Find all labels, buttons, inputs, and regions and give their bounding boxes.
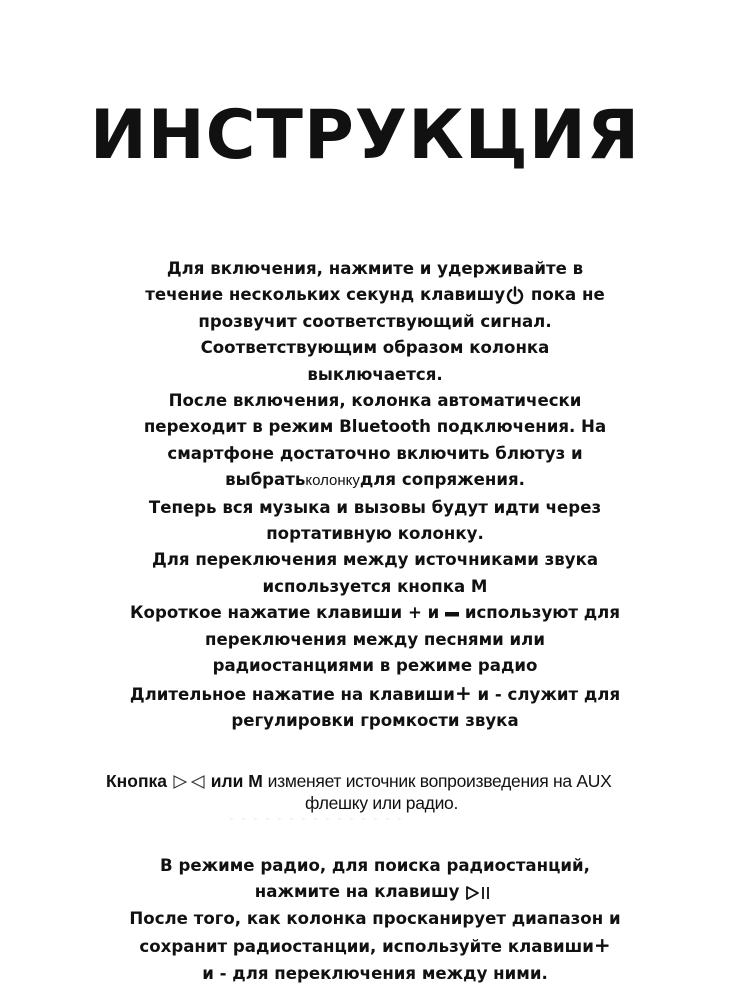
text-line: Теперь вся музыка и вызовы будут идти через xyxy=(148,497,602,517)
text-fragment: пока не xyxy=(525,285,605,305)
aux-line-1 xyxy=(106,770,611,792)
page-title: ИНСТРУКЦИЯ xyxy=(89,96,641,175)
text-line: и - для переключения между ними. xyxy=(202,963,548,983)
text-line: используется кнопка М xyxy=(262,576,488,596)
text-fragment: выбрать xyxy=(225,470,306,490)
plus-glyph: + xyxy=(593,933,611,958)
instructions-block-power-bluetooth xyxy=(0,256,750,734)
text-line: Соответствующим образом колонка xyxy=(200,338,550,358)
power-icon xyxy=(505,286,525,306)
text-fragment: и - служит для xyxy=(471,684,621,704)
text-line: переходит в режим Bluetooth подключения. На xyxy=(143,417,607,437)
text-line xyxy=(0,879,750,905)
text-line: В режиме радио, для поиска радиостанций, xyxy=(160,856,590,875)
aux-line-2 xyxy=(305,792,458,814)
text-line xyxy=(0,467,750,494)
text-fragment: нажмите на клавишу xyxy=(254,882,466,902)
mode-bowtie-icon xyxy=(172,774,206,790)
text-line: После включения, колонка автоматически xyxy=(168,391,582,411)
text-line xyxy=(0,600,750,626)
text-fragment: Короткое нажатие клавиши + и xyxy=(129,603,446,623)
text-line: выключается. xyxy=(307,364,443,384)
play-pause-icon xyxy=(465,885,495,901)
text-fragment: или М xyxy=(205,771,268,791)
text-line xyxy=(0,932,750,960)
text-fragment: изменяет источник вопроизведения на AUX xyxy=(267,771,612,791)
text-fragment: течение нескольких секунд клавишу xyxy=(145,285,506,305)
text-line: регулировки громкости звука xyxy=(231,710,519,730)
text-line: переключения между песнями или xyxy=(205,629,545,649)
text-line: Для включения, нажмите и удерживайте в xyxy=(166,259,584,278)
text-line: радиостанциями в режиме радио xyxy=(212,656,538,676)
text-line: прозвучит соответствующий сигнал. xyxy=(198,311,552,331)
text-fragment: Кнопка xyxy=(106,771,172,791)
text-fragment: флешку xyxy=(305,793,368,813)
text-line xyxy=(0,282,750,308)
text-line: После того, как колонка просканирует диапазон и xyxy=(129,908,621,928)
text-line xyxy=(0,680,750,708)
minus-bar-icon xyxy=(445,610,459,618)
text-fragment: колонку xyxy=(305,472,360,490)
text-line: Для переключения между источниками звука xyxy=(151,550,599,570)
text-fragment: сохранит радиостанции, используйте клавиши xyxy=(139,937,594,957)
text-fragment: Длительное нажатие на клавиши xyxy=(129,684,455,704)
text-fragment: используют для xyxy=(459,603,620,623)
text-fragment: для сопряжения. xyxy=(359,470,525,490)
faint-scan-artifact xyxy=(230,817,410,821)
text-line: смартфоне достаточно включить блютуз и xyxy=(167,443,583,463)
text-line: портативную колонку. xyxy=(266,524,484,544)
instructions-block-radio xyxy=(0,853,750,987)
text-fragment: или радио. xyxy=(367,793,459,813)
plus-glyph: + xyxy=(454,680,472,705)
